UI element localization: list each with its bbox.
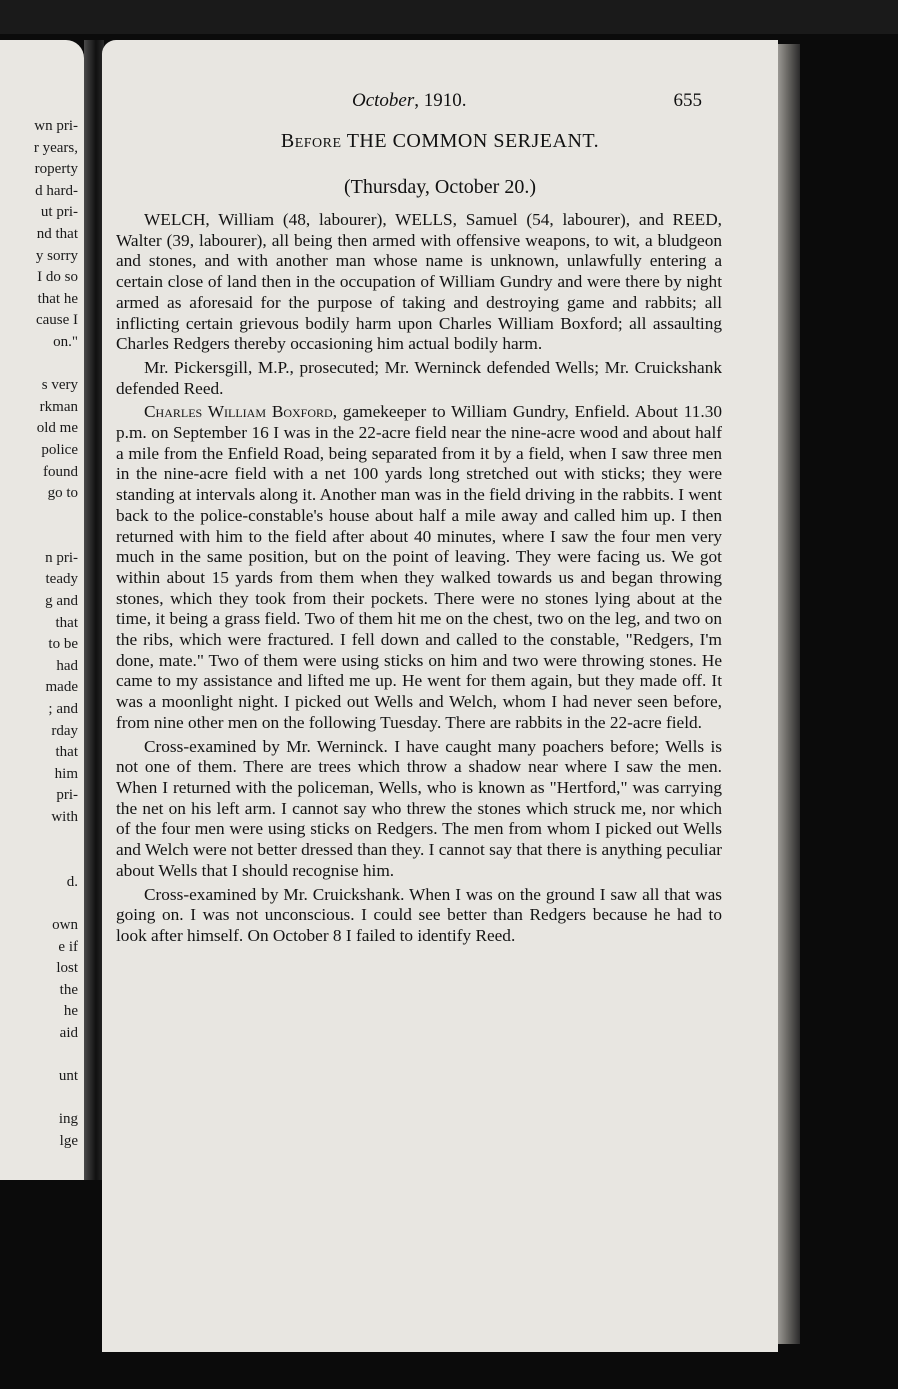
- left-page-line: on.": [53, 333, 78, 350]
- left-page-line: ing: [58, 1111, 78, 1128]
- left-page-line: him: [54, 765, 78, 782]
- paragraph-text: Mr. Pickersgill, M.P., prosecuted; Mr. Werninck defended Wells; Mr. Cruickshank defended Reed.: [116, 357, 722, 398]
- paragraph-indictment: [116, 210, 722, 355]
- left-page-line: the: [59, 981, 78, 998]
- left-page-line: d hard-: [35, 182, 78, 199]
- paragraph-text: Cross-examined by Mr. Cruickshank. When I was on the ground I saw all that was going on. I was not unconscious. I could see better than Redgers because he had to look after himself. On October 8 I failed to identify Reed.: [116, 884, 722, 945]
- left-page-line: own: [52, 916, 78, 933]
- left-page-line: [34, 505, 78, 527]
- paragraph-counsel: [116, 358, 722, 399]
- paragraph-cross-examination-werninck: [116, 737, 722, 882]
- running-head-date: [352, 90, 467, 112]
- left-page-line: d.: [66, 873, 78, 890]
- page-number: 655: [673, 90, 702, 111]
- court-heading: [102, 130, 778, 153]
- left-page-line: old me: [36, 420, 78, 437]
- scanner-bezel: [0, 0, 898, 34]
- left-page-line: [34, 526, 78, 548]
- left-page-line: pri-: [56, 787, 78, 804]
- left-page-line: roperty: [34, 161, 78, 178]
- left-page-line: found: [43, 463, 78, 480]
- left-page-line: lge: [59, 1132, 78, 1149]
- left-page-line: [34, 829, 78, 851]
- left-page-line: ; and: [48, 701, 78, 718]
- left-page-line: had: [56, 657, 78, 674]
- left-page-line: [34, 354, 78, 376]
- running-head: [352, 90, 702, 116]
- session-date: (Thursday, October 20.): [344, 176, 536, 198]
- court-heading-title: THE COMMON SERJEANT.: [341, 130, 600, 152]
- left-page-line: r years,: [33, 139, 78, 156]
- left-page-line: [34, 1088, 78, 1110]
- court-heading-prefix: Before: [280, 130, 342, 152]
- paragraph-cross-examination-cruickshank: [116, 885, 722, 947]
- left-page-line: I do so: [37, 269, 78, 286]
- left-page-fragment: [0, 40, 84, 1180]
- left-page-line: go to: [47, 485, 78, 502]
- witness-name: Charles William Boxford: [144, 402, 333, 422]
- book-gutter: [84, 40, 104, 1180]
- left-page-line: ut pri-: [40, 204, 78, 221]
- left-page-line: g and: [45, 593, 78, 610]
- left-page-line: that he: [37, 290, 78, 307]
- left-page-line: with: [51, 809, 78, 825]
- left-page-line: unt: [58, 1068, 78, 1085]
- left-page-line: rday: [51, 722, 78, 739]
- left-page-line: that: [55, 744, 78, 761]
- left-page-line: made: [45, 679, 78, 696]
- left-page-line: e if: [58, 938, 78, 955]
- paragraph-witness-testimony: [116, 402, 722, 733]
- left-page-line: nd that: [36, 225, 78, 242]
- left-page-line: s very: [41, 377, 78, 394]
- page-edge-shadow: [778, 44, 800, 1344]
- left-page-line: [34, 850, 78, 872]
- left-page-line: teady: [45, 571, 78, 588]
- paragraph-text: , gamekeeper to William Gundry, Enfield. About 11.30 p.m. on September 16 I was in the 22-acre field near the nine-acre wood and about half a mile from the Enfield Road, being separated from it by a field, when I saw three men in the nine-acre field with a net 100 yards long stretched out with sticks; they were standing at intervals along it. Another man was in the field driving in the rabbits. I went back to the police-constable's house about half a mile away and called him up. I then returned with him to the field after about 40 minutes, where I saw the four men very much in the same position, but on the point of leaving. They were facing us. We got within about 15 yards from them when they walked towards us and began throwing stones, which they took from their pockets. There were no stones lying about at the time, it being a grass field. Two of them hit me on the chest, two on the leg, and two on the ribs, which were fractured. I fell down and called to the constable, "Redgers, I'm done, mate." Two of them were using sticks on him and two were throwing stones. He came to my assistance and lifted me up. He went for them again, but they made off. It was a moonlight night. I picked out Wells and Welch, whom I had never seen before, from nine other men on the following Tuesday. There are rabbits in the 22-acre field.: [116, 402, 722, 732]
- right-page: [102, 40, 778, 1352]
- left-page-line: to be: [48, 636, 78, 653]
- left-page-text: [34, 116, 78, 1153]
- running-head-month: October: [352, 90, 415, 111]
- left-page-line: y sorry: [35, 247, 78, 264]
- left-page-line: rkman: [39, 398, 78, 415]
- running-head-year: , 1910.: [414, 90, 467, 111]
- paragraph-text: Cross-examined by Mr. Werninck. I have caught many poachers before; Wells is not one of them. There are trees which throw a shadow near where I saw the men. When I returned with the policeman, Wells, who is known as "Hertford," was carrying the net on his left arm. I cannot say who threw the stones which struck me, nor which of the four men were using sticks on Redgers. The men from whom I picked out Wells and Welch were not better dressed than they. I cannot say that there is anything peculiar about Wells that I should recognise him.: [116, 736, 722, 880]
- case-text: [116, 210, 722, 950]
- left-page-line: wn pri-: [34, 118, 78, 134]
- left-page-line: that: [55, 614, 78, 631]
- left-page-line: [34, 893, 78, 915]
- left-page-line: n pri-: [45, 549, 78, 566]
- paragraph-text: WELCH, William (48, labourer), WELLS, Samuel (54, labourer), and REED, Walter (39, labourer), all being then armed with offensive weapons, to wit, a bludgeon and stones, and with another man whose name is unknown, unlawfully entering a certain close of land then in the occupation of William Gundry and were there by night armed as aforesaid for the purpose of taking and destroying game and rabbits; all inflicting certain grievous bodily harm upon Charles William Boxford; all assaulting Charles Redgers thereby occasioning him actual bodily harm.: [116, 210, 722, 354]
- left-page-line: he: [63, 1003, 78, 1020]
- left-page-line: police: [41, 441, 78, 458]
- left-page-line: [34, 1045, 78, 1067]
- left-page-line: lost: [56, 960, 78, 977]
- left-page-line: cause I: [35, 312, 78, 329]
- left-page-line: aid: [59, 1024, 78, 1041]
